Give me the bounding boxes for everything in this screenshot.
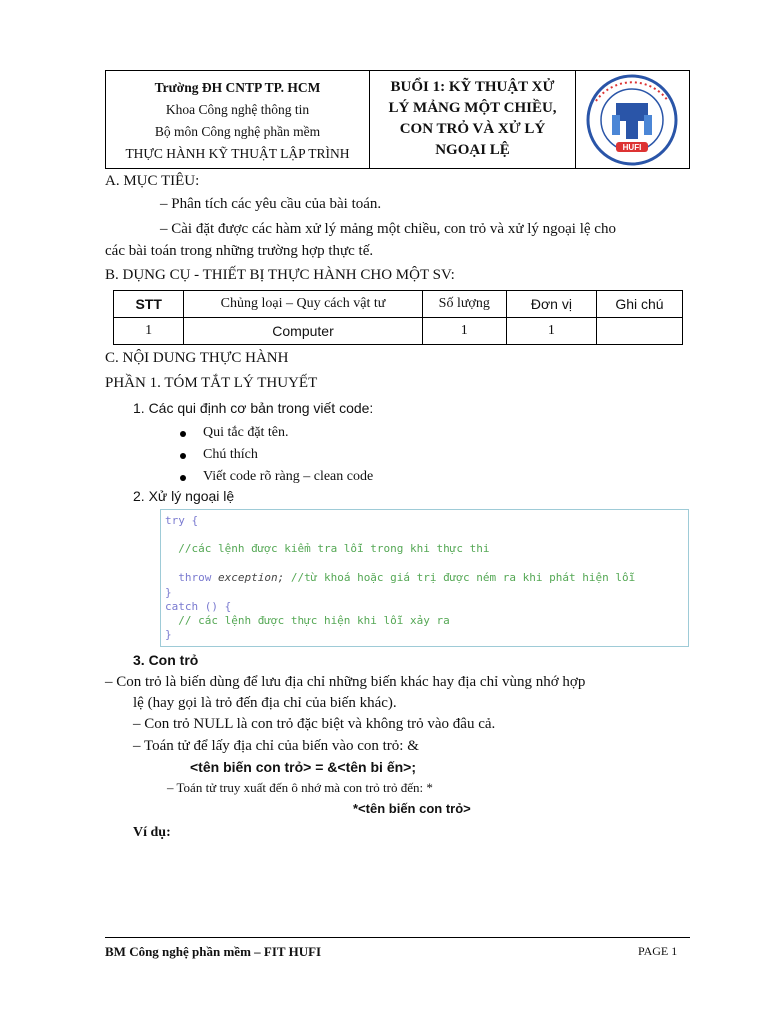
table-row: [114, 318, 683, 345]
part-1-heading: PHẦN 1. TÓM TẮT LÝ THUYẾT: [105, 375, 318, 391]
list-item: Qui tắc đặt tên.: [203, 425, 289, 440]
address-operator-desc: – Toán tử để lấy địa chỉ của biến vào con trỏ: &: [133, 738, 419, 754]
dereference-syntax: *<tên biến con trỏ>: [353, 801, 471, 816]
footer-left: BM Công nghệ phần mềm – FIT HUFI: [105, 944, 322, 959]
hufi-logo: [576, 71, 689, 168]
course-name: THỰC HÀNH KỸ THUẬT LẬP TRÌNH: [125, 146, 350, 161]
code-block: [160, 509, 689, 647]
department-name: Bộ môn Công nghệ phần mềm: [154, 124, 321, 139]
page-number: PAGE 1: [638, 944, 678, 958]
objective-2-line1: – Cài đặt được các hàm xử lý mảng một chiều, con trỏ và xử lý ngoại lệ cho: [160, 221, 616, 237]
dereference-operator-desc: – Toán tử truy xuất đến ô nhớ mà con trỏ trỏ đến: *: [167, 780, 433, 795]
session-title: BUỔI 1: KỸ THUẬT XỬ LÝ MẢNG MỘT CHIỀU, CON TRỎ VÀ XỬ LÝ NGOẠI LỆ: [370, 71, 576, 168]
objective-1: – Phân tích các yêu cầu của bài toán.: [160, 196, 382, 212]
code-line: }: [165, 586, 172, 599]
pointer-desc-line2: lệ (hay gọi là trỏ đến địa chỉ của biến khác).: [133, 695, 397, 711]
subheading-3: 3. Con trỏ: [133, 652, 199, 668]
pointer-desc-line1: – Con trỏ là biến dùng để lưu địa chỉ những biến khác hay địa chỉ vùng nhớ hợp: [105, 674, 586, 690]
list-item: Chú thích: [203, 447, 258, 462]
table-cell: 1: [114, 318, 184, 345]
table-header: Chủng loại – Quy cách vật tư: [184, 291, 422, 318]
institution-cell: [106, 71, 370, 168]
table-header: Số lượng: [422, 291, 506, 318]
table-header: Ghi chú: [596, 291, 682, 318]
code-line: catch () {: [165, 600, 232, 613]
school-name: Trường ĐH CNTP TP. HCM: [154, 80, 321, 95]
null-pointer-desc: – Con trỏ NULL là con trỏ đặc biệt và không trỏ vào đâu cả.: [133, 716, 496, 732]
section-a-heading: A. MỤC TIÊU:: [105, 173, 200, 189]
header-table: [105, 70, 690, 169]
subheading-1: 1. Các qui định cơ bản trong viết code:: [133, 400, 374, 416]
equipment-table: [113, 290, 683, 345]
subheading-2: 2. Xử lý ngoại lệ: [133, 488, 235, 504]
address-operator-syntax: <tên biến con trỏ> = &<tên bi ến>;: [190, 759, 416, 775]
footer-divider: [105, 937, 690, 938]
example-label: Ví dụ:: [133, 825, 171, 840]
logo-cell: [576, 71, 689, 168]
table-cell: [596, 318, 682, 345]
section-c-heading: C. NỘI DUNG THỰC HÀNH: [105, 350, 289, 366]
code-line: //các lệnh được kiểm tra lỗi trong khi thực thi: [165, 542, 490, 555]
bullet-icon: [180, 475, 186, 481]
code-line: throw exception; //từ khoá hoặc giá trị được ném ra khi phát hiện lỗi: [165, 571, 636, 584]
table-cell: Computer: [184, 318, 422, 345]
list-item: Viết code rõ ràng – clean code: [203, 469, 374, 484]
bullet-icon: [180, 431, 186, 437]
table-header: Đơn vị: [506, 291, 596, 318]
table-header-row: [114, 291, 683, 318]
svg-text:HUFI: HUFI: [622, 143, 642, 152]
table-cell: 1: [422, 318, 506, 345]
section-b-heading: B. DỤNG CỤ - THIẾT BỊ THỰC HÀNH CHO MỘT SV:: [105, 267, 455, 283]
code-line: // các lệnh được thực hiện khi lỗi xảy ra: [165, 614, 450, 627]
code-line: try {: [165, 514, 199, 527]
table-header: STT: [114, 291, 184, 318]
objective-2-line2: các bài toán trong những trường hợp thực tế.: [105, 243, 374, 259]
faculty-name: Khoa Công nghệ thông tin: [165, 102, 310, 117]
table-cell: 1: [506, 318, 596, 345]
code-line: }: [165, 628, 172, 641]
bullet-icon: [180, 453, 186, 459]
